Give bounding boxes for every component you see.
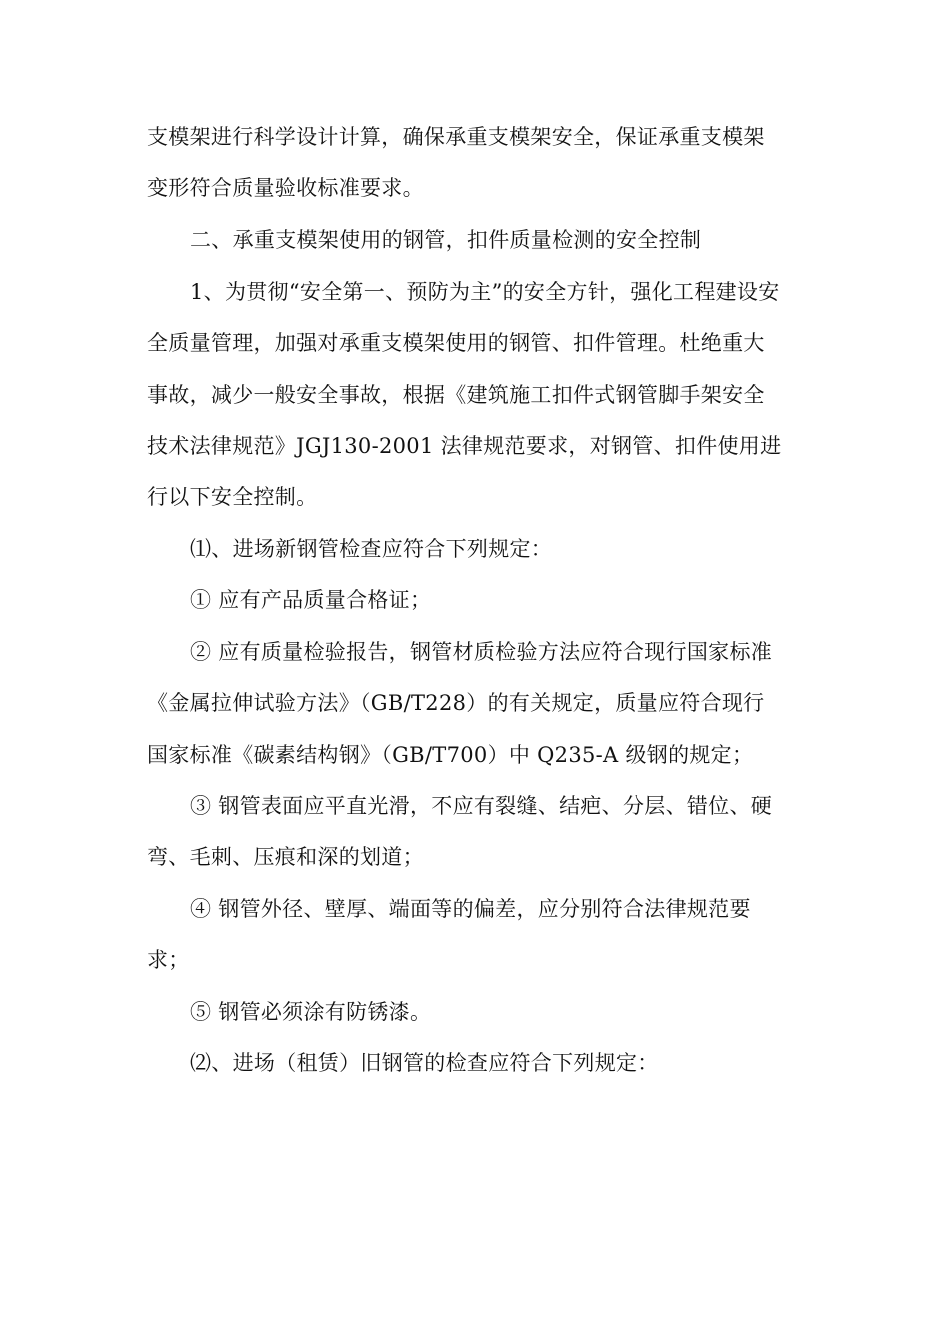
paragraph-line: 全质量管理，加强对承重支模架使用的钢管、扣件管理。杜绝重大 <box>147 331 765 355</box>
subsection-heading: ⑵、进场（租赁）旧钢管的检查应符合下列规定： <box>190 1051 659 1075</box>
paragraph-line: 支模架进行科学设计计算，确保承重支模架安全，保证承重支模架 <box>147 125 765 149</box>
list-item: ⑤ 钢管必须涂有防锈漆。 <box>190 1000 432 1024</box>
paragraph-line: 弯、毛刺、压痕和深的划道； <box>147 845 424 869</box>
paragraph-line: 求； <box>147 948 190 972</box>
paragraph-line: 行以下安全控制。 <box>147 485 318 509</box>
paragraph-line: 国家标准《碳素结构钢》（GB/T700）中 Q235-A 级钢的规定； <box>147 743 754 767</box>
paragraph-line: 事故，减少一般安全事故，根据《建筑施工扣件式钢管脚手架安全 <box>147 383 765 407</box>
paragraph-line: 《金属拉伸试验方法》（GB/T228）的有关规定，质量应符合现行 <box>147 691 765 715</box>
paragraph-line: 1、为贯彻“安全第一、预防为主”的安全方针，强化工程建设安 <box>190 280 780 304</box>
list-item: ① 应有产品质量合格证； <box>190 588 432 612</box>
list-item: ④ 钢管外径、壁厚、端面等的偏差，应分别符合法律规范要 <box>190 897 751 921</box>
subsection-heading: ⑴、进场新钢管检查应符合下列规定： <box>190 537 553 561</box>
list-item: ② 应有质量检验报告，钢管材质检验方法应符合现行国家标准 <box>190 640 773 664</box>
paragraph-line: 技术法律规范》JGJ130-2001 法律规范要求，对钢管、扣件使用进 <box>147 434 782 458</box>
paragraph-line: 变形符合质量验收标准要求。 <box>147 176 424 200</box>
section-heading: 二、承重支模架使用的钢管，扣件质量检测的安全控制 <box>190 228 702 252</box>
list-item: ③ 钢管表面应平直光滑，不应有裂缝、结疤、分层、错位、硬 <box>190 794 773 818</box>
